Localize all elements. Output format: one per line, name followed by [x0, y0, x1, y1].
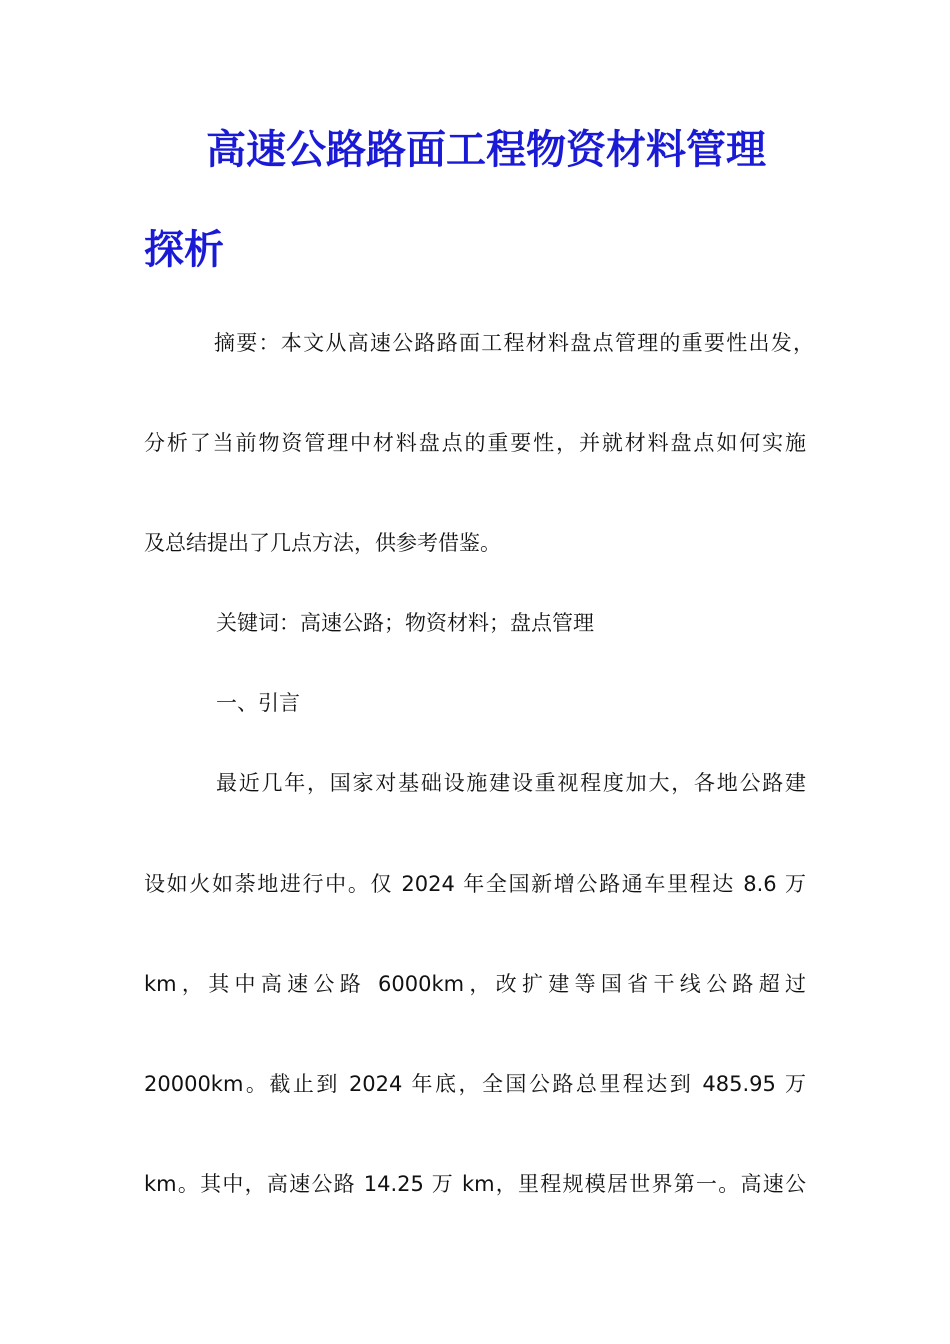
- paragraph-line-1: 最近几年，国家对基础设施建设重视程度加大，各地公路建: [216, 771, 806, 795]
- abstract-line-1: 摘要：本文从高速公路路面工程材料盘点管理的重要性出发，: [214, 331, 814, 355]
- paragraph-line-5: km。其中，高速公路 14.25 万 km，里程规模居世界第一。高速公: [144, 1172, 806, 1196]
- document-title-line-1: 高速公路路面工程物资材料管理: [206, 126, 766, 173]
- abstract-line-2: 分析了当前物资管理中材料盘点的重要性，并就材料盘点如何实施: [144, 431, 806, 455]
- paragraph-line-2: 设如火如荼地进行中。仅 2024 年全国新增公路通车里程达 8.6 万: [144, 872, 806, 896]
- document-title-line-2: 探析: [144, 226, 224, 273]
- paragraph-line-4: 20000km。截止到 2024 年底，全国公路总里程达到 485.95 万: [144, 1072, 806, 1096]
- section-heading: 一、引言: [216, 691, 300, 715]
- paragraph-line-3: km，其中高速公路 6000km，改扩建等国省干线公路超过: [144, 972, 806, 996]
- keywords-line: 关键词：高速公路；物资材料；盘点管理: [216, 611, 594, 635]
- abstract-line-3: 及总结提出了几点方法，供参考借鉴。: [144, 531, 501, 555]
